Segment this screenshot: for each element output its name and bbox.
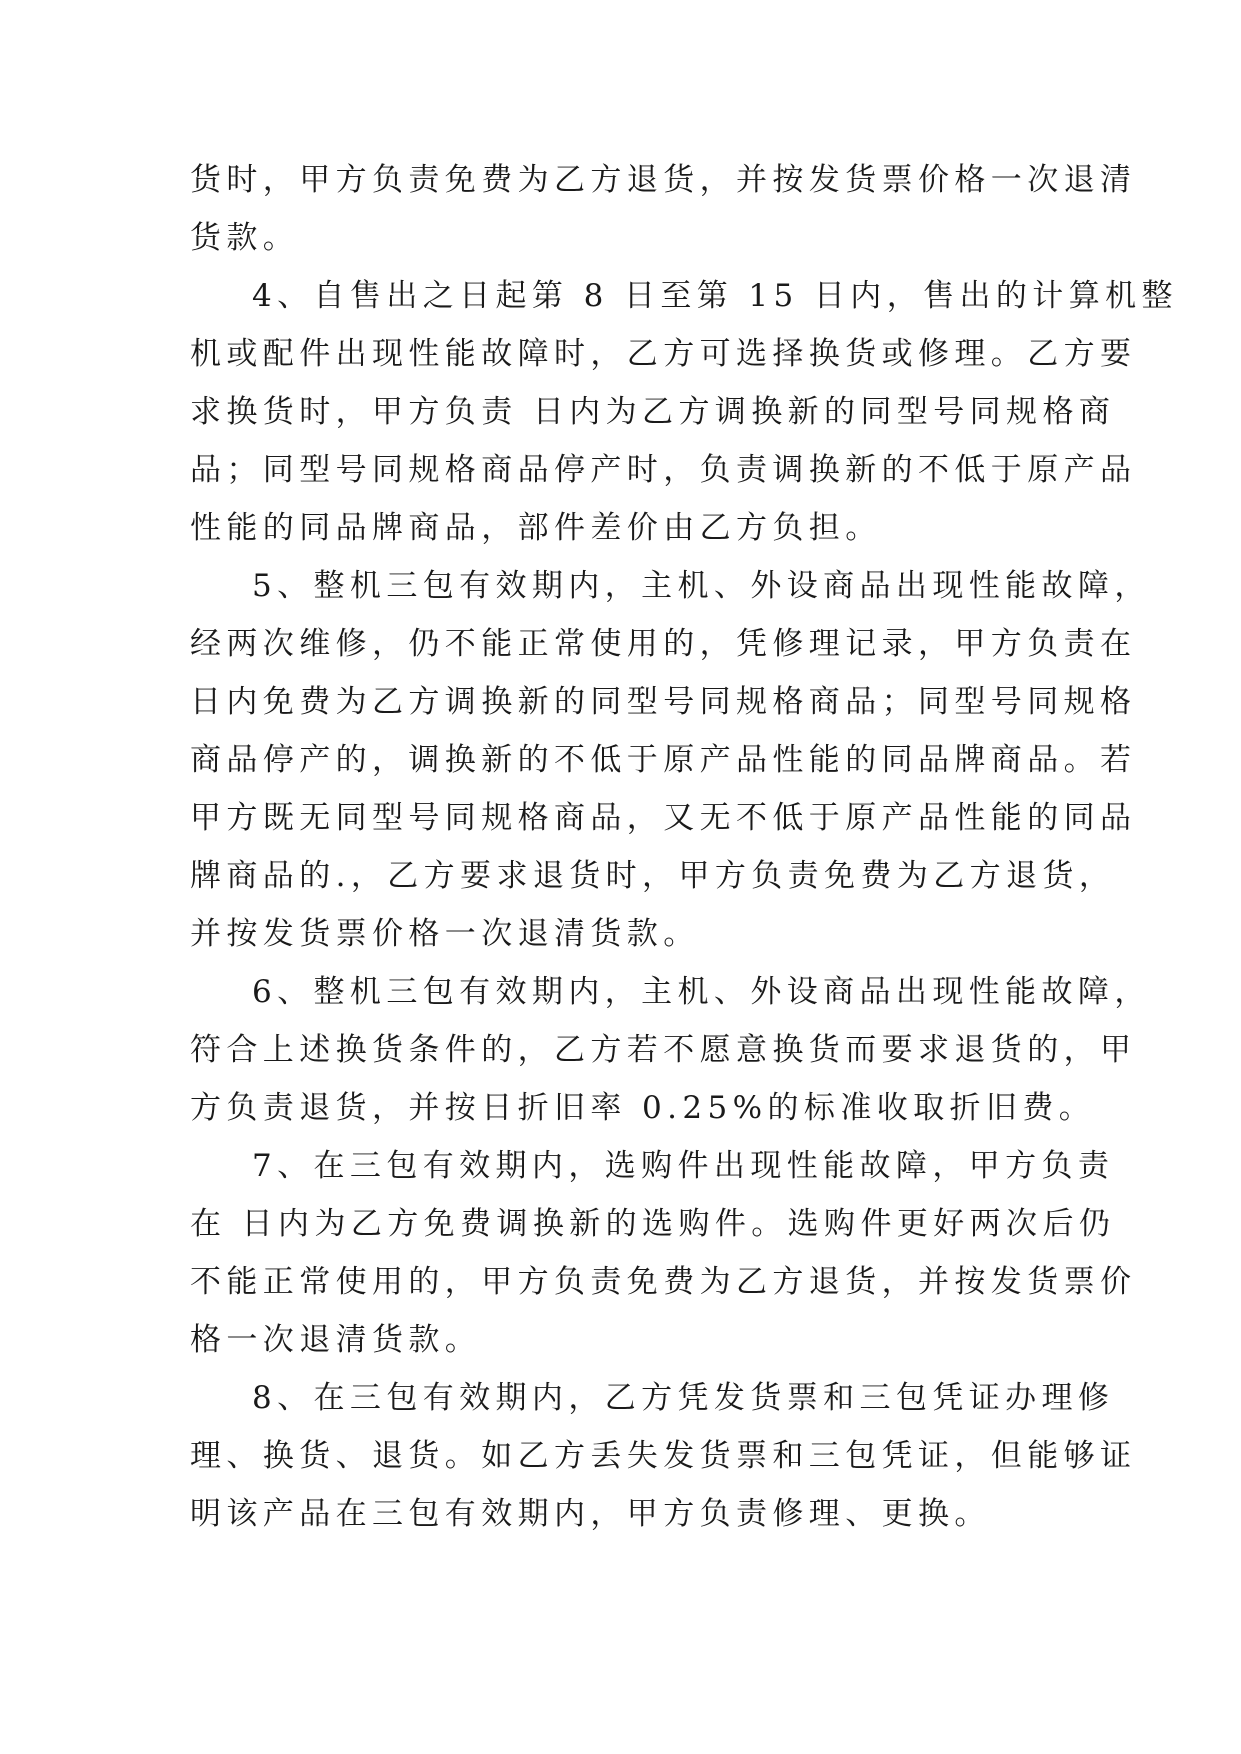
text-line: 机或配件出现性能故障时，乙方可选择换货或修理。乙方要 (190, 336, 1137, 372)
paragraph-6-start: 6、整机三包有效期内，主机、外设商品出现性能故障， (252, 974, 1151, 1010)
text-line: 商品停产的，调换新的不低于原产品性能的同品牌商品。若 (190, 742, 1137, 778)
text-line: 品；同型号同规格商品停产时，负责调换新的不低于原产品 (190, 452, 1137, 488)
text-line: 方负责退货，并按日折旧率 0.25%的标准收取折旧费。 (190, 1090, 1096, 1126)
paragraph-8-start: 8、在三包有效期内，乙方凭发货票和三包凭证办理修 (252, 1380, 1115, 1416)
text-line: 格一次退清货款。 (190, 1322, 482, 1358)
text-line: 并按发货票价格一次退清货款。 (190, 916, 700, 952)
paragraph-4-start: 4、自售出之日起第 8 日至第 15 日内，售出的计算机整 (252, 278, 1178, 314)
text-line: 在 日内为乙方免费调换新的选购件。选购件更好两次后仍 (190, 1206, 1116, 1242)
text-line: 性能的同品牌商品，部件差价由乙方负担。 (190, 510, 882, 546)
text-line: 理、换货、退货。如乙方丢失发货票和三包凭证，但能够证 (190, 1438, 1137, 1474)
text-line: 不能正常使用的，甲方负责免费为乙方退货，并按发货票价 (190, 1264, 1137, 1300)
text-line: 日内免费为乙方调换新的同型号同规格商品；同型号同规格 (190, 684, 1137, 720)
text-line: 求换货时，甲方负责 日内为乙方调换新的同型号同规格商 (190, 394, 1116, 430)
document-body (190, 151, 1178, 1543)
text-line: 明该产品在三包有效期内，甲方负责修理、更换。 (190, 1496, 991, 1532)
text-line: 牌商品的.，乙方要求退货时，甲方负责免费为乙方退货， (190, 858, 1116, 894)
text-line: 货时，甲方负责免费为乙方退货，并按发货票价格一次退清 (190, 162, 1137, 198)
text-line: 甲方既无同型号同规格商品，又无不低于原产品性能的同品 (190, 800, 1137, 836)
paragraph-7-start: 7、在三包有效期内，选购件出现性能故障，甲方负责 (252, 1148, 1115, 1184)
text-line: 货款。 (190, 220, 300, 256)
text-line: 经两次维修，仍不能正常使用的，凭修理记录，甲方负责在 (190, 626, 1137, 662)
paragraph-5-start: 5、整机三包有效期内，主机、外设商品出现性能故障， (252, 568, 1151, 604)
text-line: 符合上述换货条件的，乙方若不愿意换货而要求退货的，甲 (190, 1032, 1137, 1068)
